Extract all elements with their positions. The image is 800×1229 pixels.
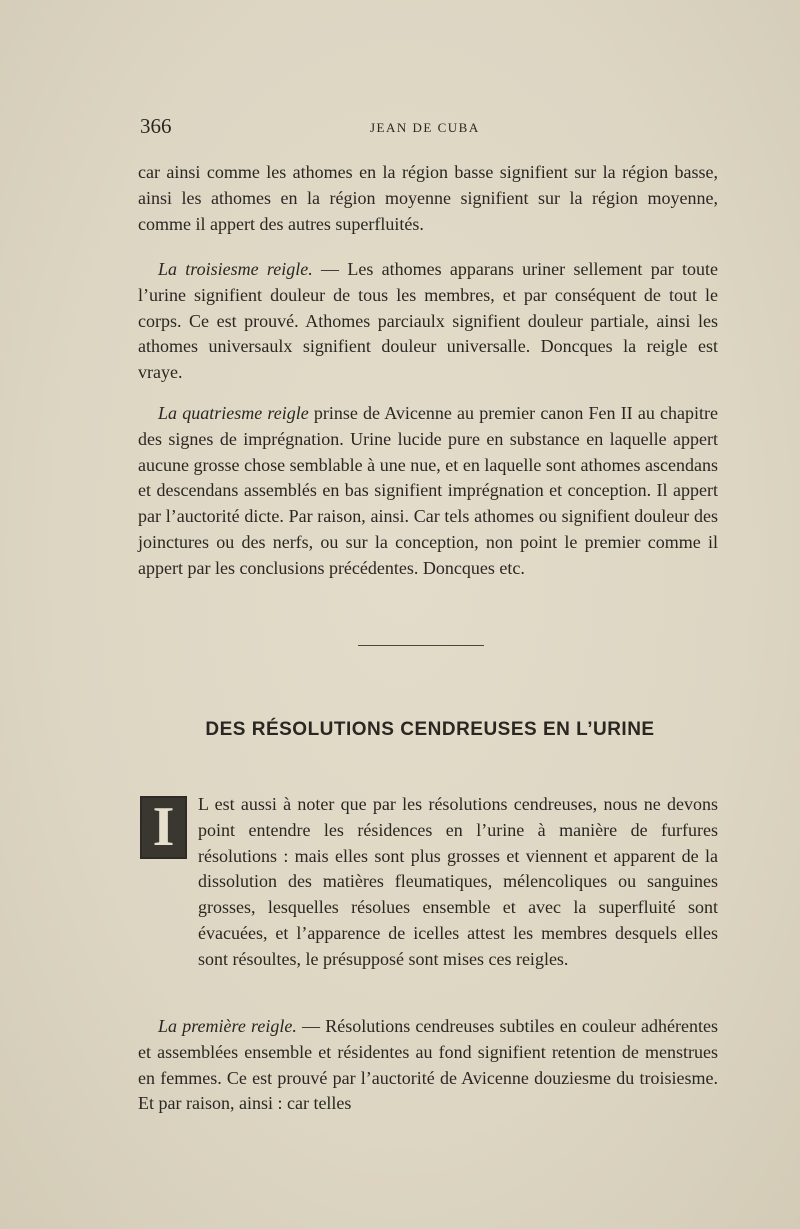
paragraph-2-lead: La troisiesme reigle. [158, 259, 313, 279]
paragraph-5-text: — Résolutions cendreuses subtiles en couleur adhérentes et assemblées ensemble et résidentes au fond signifient retention de menstrues en femmes. Ce est prouvé par l’auctorité de Avicenne douziesme du troisiesme. Et par raison, ainsi : car telles [138, 1016, 718, 1114]
paragraph-2-text: — Les athomes apparans uriner sellement par toute l’urine signifient douleur de tous les membres, et par conséquent de tout le corps. Ce est prouvé. Athomes parciaulx signifient douleur partiale, ainsi les athomes universaulx signifient douleur universalle. Doncques la reigle est vraye. [138, 259, 718, 383]
paragraph-2 [138, 257, 718, 386]
running-head: JEAN DE CUBA [370, 120, 480, 135]
paragraph-3-lead: La quatriesme reigle [158, 403, 309, 423]
paragraph-3 [138, 401, 718, 582]
paragraph-1-text: car ainsi comme les athomes en la région basse signifient sur la région basse, ainsi les athomes en la région moyenne signifient sur la région moyenne, comme il appert des autres superfluités. [138, 162, 718, 234]
paragraph-2-body [138, 257, 718, 386]
paragraph-4 [138, 792, 718, 973]
paragraph-5-body [138, 1014, 718, 1117]
page-number: 366 [140, 114, 172, 138]
paragraph-3-body [138, 401, 718, 582]
section-title: DES RÉSOLUTIONS CENDREUSES EN L’URINE [205, 719, 655, 740]
paragraph-4-text: L est aussi à noter que par les résolutions cendreuses, nous ne devons point entendre les résidences en l’urine à manière de furfures résolutions : mais elles sont plus grosses et viennent et apparent de la dissolution des matières fleumatiques, mélencoliques ou sanguines grosses, lesquelles résolues ensemble et avec la superfluité sont évacuées, et l’apparence de icelles attest les membres desquels elles sont résoultes, le présupposé sont mises ces reigles. [198, 794, 718, 969]
page-header [140, 114, 720, 144]
paragraph-5 [138, 1014, 718, 1117]
drop-cap-initial: I [140, 796, 187, 859]
paragraph-3-text: prinse de Avicenne au premier canon Fen II au chapitre des signes de imprégnation. Urine lucide pure en substance en laquelle appert aucune grosse chose semblable à une nue, et en laquelle sont athomes ascendans et descendans assemblés en bas signifient imprégnation et conception. Il appert par l’auctorité dicte. Par raison, ainsi. Car tels athomes ou signifient douleur des joinctures ou des nerfs, ou sur la conception, non point le premier comme il appert par les conclusions précédentes. Doncques etc. [138, 403, 718, 578]
paragraph-1 [138, 160, 718, 237]
section-divider [358, 645, 484, 646]
paragraph-5-lead: La première reigle. [158, 1016, 297, 1036]
